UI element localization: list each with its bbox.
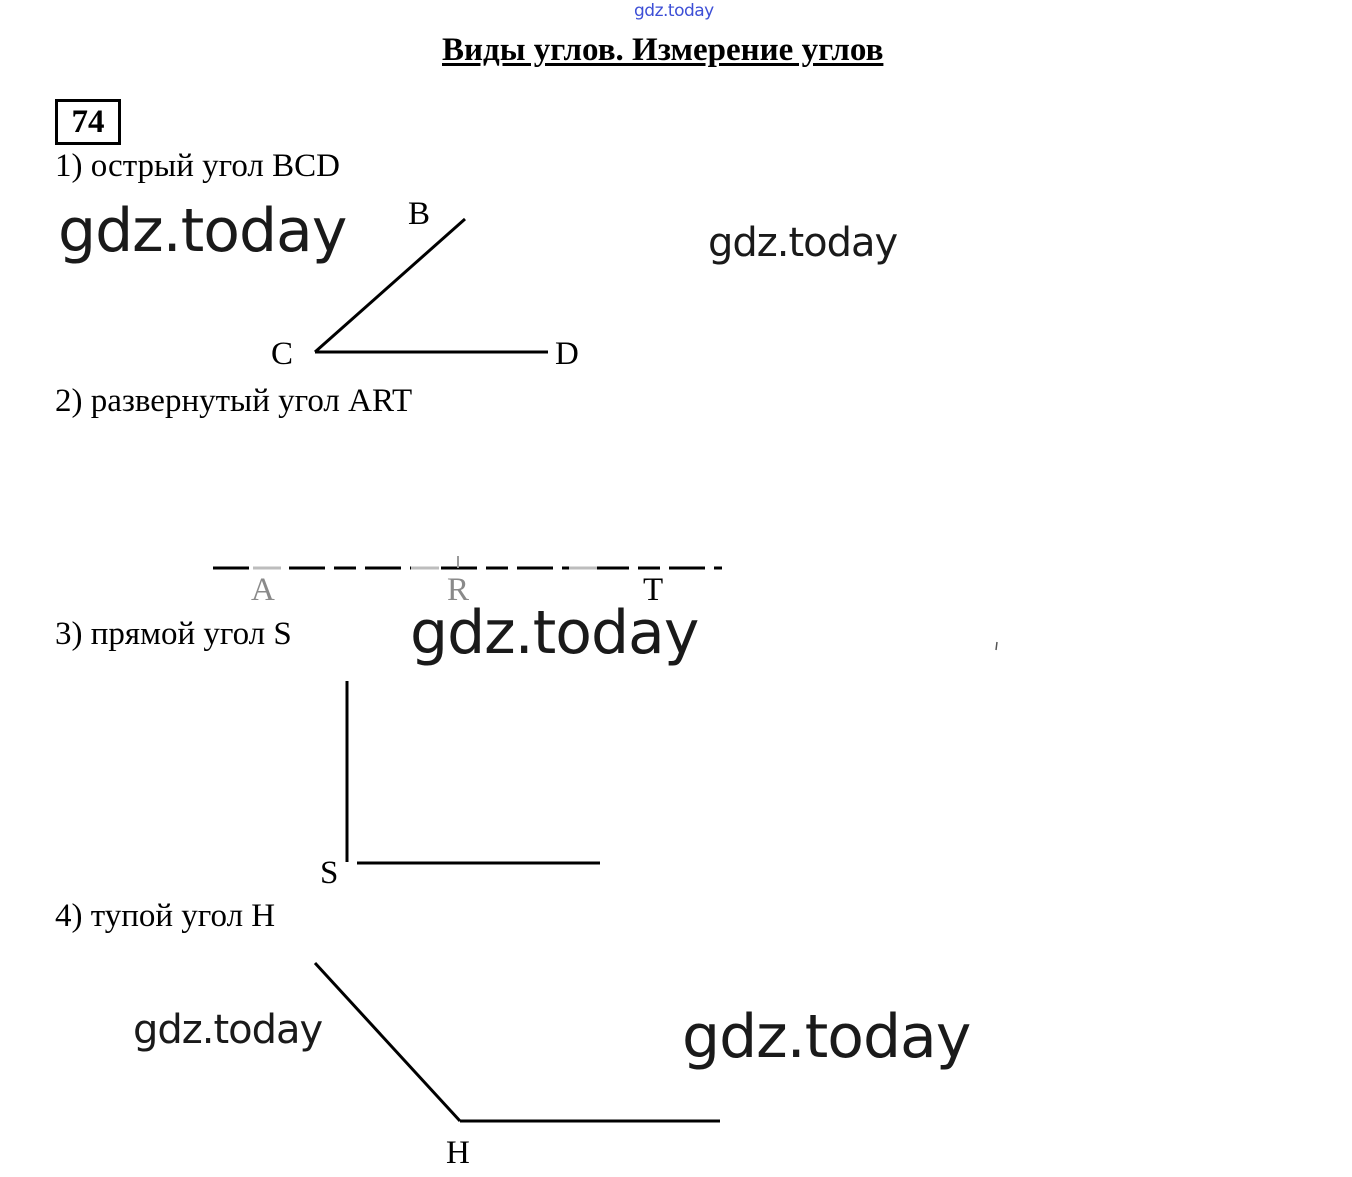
top-watermark: gdz.today: [634, 1, 714, 21]
point-s-label: S: [320, 855, 339, 891]
watermark-3: gdz.today: [410, 598, 699, 668]
item-straight-angle-label: 2) развернутый угол ART: [55, 383, 413, 419]
point-h-label: H: [446, 1135, 470, 1171]
item-obtuse-angle-label: 4) тупой угол H: [55, 898, 276, 934]
stray-mark: [996, 642, 997, 650]
right-angle-figure: [347, 681, 600, 863]
watermark-4: gdz.today: [133, 1007, 323, 1053]
item-acute-angle-label: 1) острый угол BCD: [55, 148, 340, 184]
point-b-label: B: [408, 196, 431, 232]
watermark-5: gdz.today: [682, 1002, 971, 1072]
obtuse-angle-figure: [315, 963, 720, 1121]
point-c-label: C: [271, 336, 294, 372]
task-number-box: 74: [55, 99, 121, 145]
ray-h-slanted: [315, 963, 460, 1121]
page-title: Виды углов. Измерение углов: [442, 32, 884, 68]
watermark-1: gdz.today: [58, 196, 347, 266]
point-d-label: D: [555, 336, 579, 372]
watermark-2: gdz.today: [708, 220, 898, 266]
acute-angle-figure: [315, 219, 548, 352]
point-a-label: A: [251, 572, 275, 608]
item-right-angle-label: 3) прямой угол S: [55, 616, 292, 652]
straight-angle-figure: [213, 556, 722, 568]
point-t-label: T: [643, 572, 664, 608]
point-r-label: R: [447, 572, 470, 608]
